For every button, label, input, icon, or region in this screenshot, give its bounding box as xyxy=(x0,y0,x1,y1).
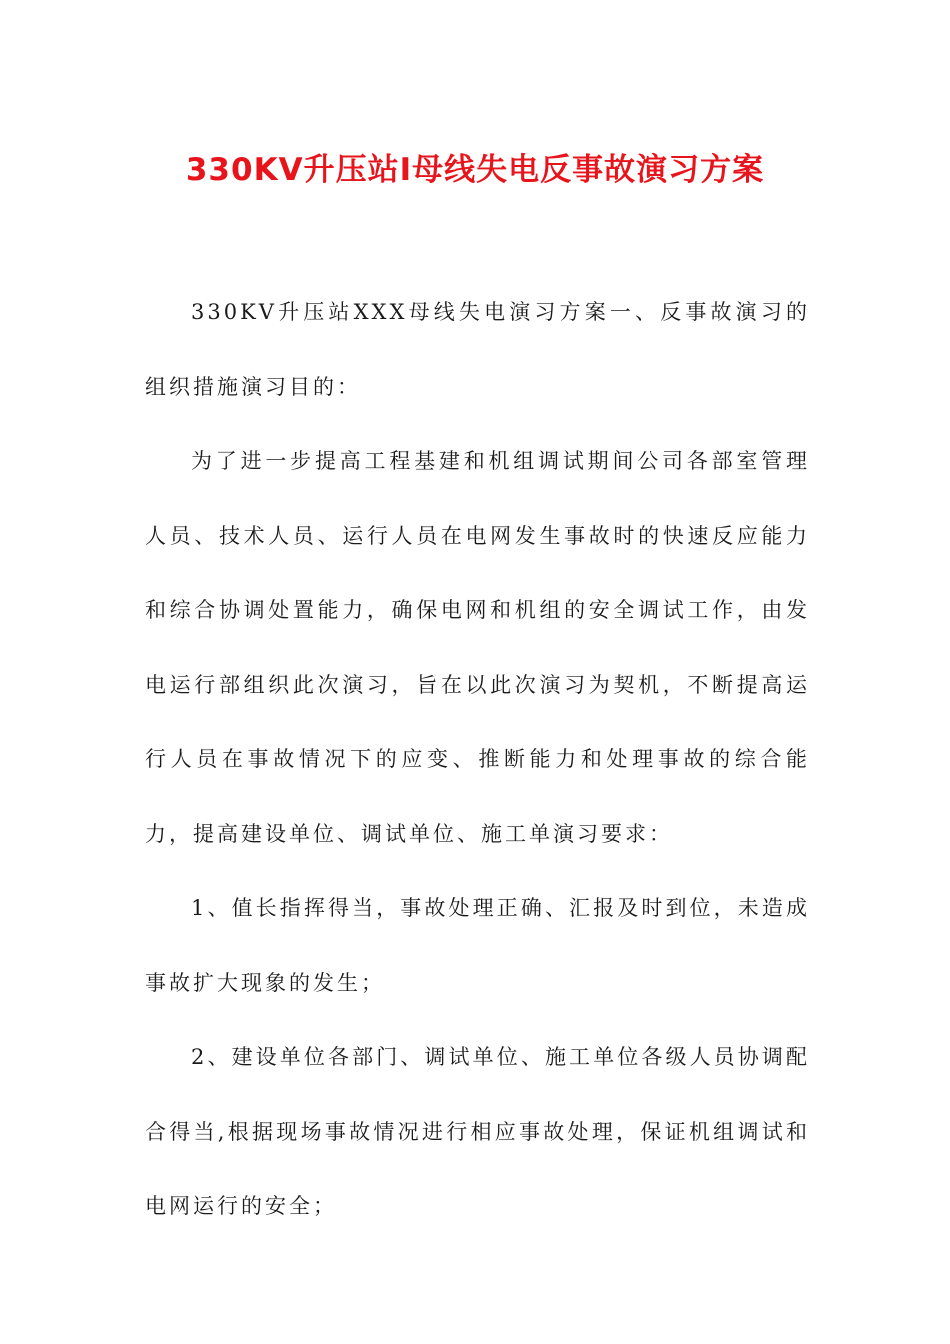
paragraph-purpose: 为了进一步提高工程基建和机组调试期间公司各部室管理人员、技术人员、运行人员在电网发生事故时的快速反应能力和综合协调处置能力，确保电网和机组的安全调试工作，由发电运行部组织此次演习，旨在以此次演习为契机，不断提高运行人员在事故情况下的应变、推断能力和处理事故的综合能力，提高建设单位、调试单位、施工单演习要求： xyxy=(145,449,810,846)
paragraph-requirement-1: 1、值长指挥得当，事故处理正确、汇报及时到位，未造成事故扩大现象的发生； xyxy=(145,896,810,995)
paragraph-requirement-2: 2、建设单位各部门、调试单位、施工单位各级人员协调配合得当,根据现场事故情况进行相应事故处理，保证机组调试和电网运行的安全； xyxy=(145,1045,810,1218)
paragraph-intro: 330KV升压站XXX母线失电演习方案一、反事故演习的组织措施演习目的： xyxy=(145,300,810,399)
document-body xyxy=(145,275,810,1244)
document-title: 330KV升压站Ⅰ母线失电反事故演习方案 xyxy=(185,152,765,188)
